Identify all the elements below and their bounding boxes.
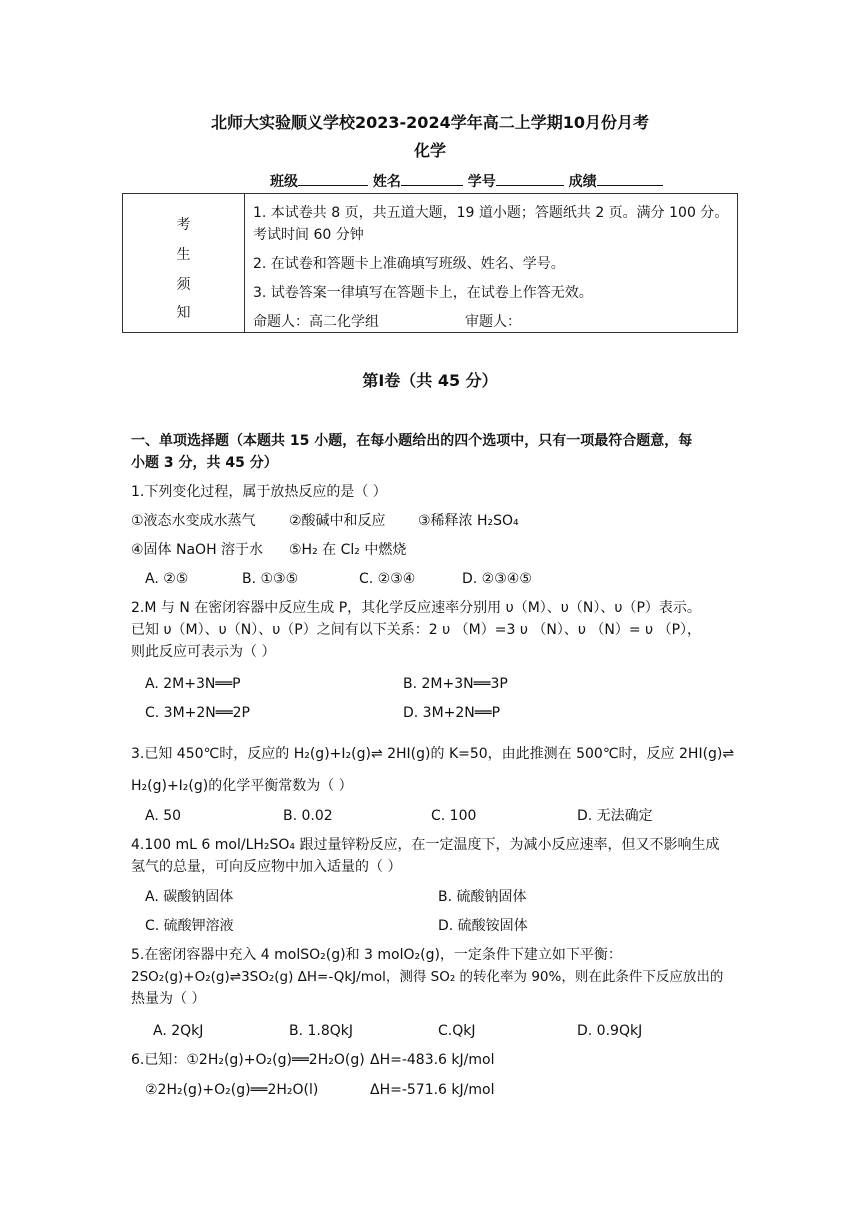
- notice-line: 3. 试卷答案一律填写在答题卡上，在试卷上作答无效。: [253, 285, 593, 301]
- q1-item: ④固体 NaOH 溶于水: [131, 542, 264, 558]
- question-4-stem-cont: 氢气的总量，可向反应物中加入适量的（ ）: [131, 859, 402, 875]
- q3-option-d: D. 无法确定: [577, 808, 653, 824]
- q2-option-a: A. 2M+3N══P: [145, 676, 241, 692]
- question-2-stem-cont: 已知 υ（M）、υ（N）、υ（P）之间有以下关系：2 υ （M）=3 υ （N）、υ （N）= υ （P），: [131, 622, 702, 638]
- field-class-label: 班级: [270, 174, 298, 190]
- q3-option-a: A. 50: [145, 808, 182, 824]
- q4-option-d: D. 硫酸铵固体: [438, 918, 528, 934]
- notice-label-char: 考: [176, 217, 191, 233]
- section-heading: 一、单项选择题（本题共 15 小题，在每小题给出的四个选项中，只有一项最符合题意，每: [131, 433, 693, 449]
- q2-option-c: C. 3M+2N══2P: [145, 705, 250, 721]
- question-4-stem: 4.100 mL 6 mol/LH₂SO₄ 跟过量锌粉反应，在一定温度下，为减小反应速率，但又不影响生成: [131, 837, 720, 853]
- q4-option-c: C. 硫酸钾溶液: [145, 918, 234, 934]
- notice-label-char: 须: [176, 277, 191, 293]
- field-name-label: 姓名: [372, 174, 401, 190]
- q3-option-b: B. 0.02: [283, 808, 333, 824]
- question-2-stem: 2.M 与 N 在密闭容器中反应生成 P，其化学反应速率分别用 υ（M）、υ（N）、υ（P）表示。: [131, 600, 701, 616]
- q5-option-d: D. 0.9QkJ: [577, 1023, 643, 1039]
- q1-item: ③稀释浓 H₂SO₄: [418, 513, 519, 529]
- notice-label-char: 生: [176, 247, 191, 263]
- field-name-blank[interactable]: [401, 171, 463, 186]
- q1-item: ①液态水变成水蒸气: [131, 513, 256, 529]
- q4-option-a: A. 碳酸钠固体: [145, 889, 234, 905]
- exam-title: 北师大实验顺义学校2023-2024学年高二上学期10月份月考: [211, 113, 649, 132]
- question-3-stem: 3.已知 450℃时，反应的 H₂(g)+I₂(g)⇌ 2HI(g)的 K=50，由此推测在 500℃时，反应 2HI(g)⇌: [131, 746, 735, 762]
- notice-line: 1. 本试卷共 8 页，共五道大题，19 道小题；答题纸共 2 页。满分 100 分。: [253, 205, 729, 221]
- field-class-blank[interactable]: [298, 171, 368, 186]
- q5-option-b: B. 1.8QkJ: [289, 1023, 354, 1039]
- question-6-stem: 6.已知：①2H₂(g)+O₂(g)══2H₂O(g): [131, 1052, 365, 1068]
- notice-table: [122, 193, 738, 333]
- q1-option-b: B. ①③⑤: [242, 571, 299, 587]
- question-1-stem: 1.下列变化过程，属于放热反应的是（ ）: [131, 484, 387, 500]
- student-info-fields: [270, 171, 663, 192]
- question-5-stem-cont: 热量为（ ）: [131, 991, 206, 1007]
- q5-option-a: A. 2QkJ: [153, 1023, 204, 1039]
- question-3-stem-cont: H₂(g)+I₂(g)的化学平衡常数为（ ）: [131, 778, 353, 794]
- field-score-label: 成绩: [568, 174, 597, 190]
- notice-reviewer: 审题人：: [465, 314, 521, 330]
- q1-item: ②酸碱中和反应: [289, 513, 386, 529]
- notice-line: 考试时间 60 分钟: [253, 227, 364, 243]
- q1-item: ⑤H₂ 在 Cl₂ 中燃烧: [289, 542, 407, 558]
- field-score-blank[interactable]: [597, 171, 663, 186]
- question-2-stem-cont: 则此反应可表示为（ ）: [131, 644, 276, 660]
- question-6-dh-1: ΔH=-483.6 kJ/mol: [370, 1052, 495, 1068]
- notice-label-char: 知: [176, 305, 191, 321]
- q5-option-c: C.QkJ: [438, 1023, 476, 1039]
- subject-title: 化学: [413, 141, 446, 160]
- q1-option-c: C. ②③④: [359, 571, 416, 587]
- section-heading-cont: 小题 3 分，共 45 分）: [131, 455, 278, 471]
- q1-option-a: A. ②⑤: [145, 571, 189, 587]
- notice-content-cell: [245, 194, 737, 332]
- question-5-stem: 5.在密闭容器中充入 4 molSO₂(g)和 3 molO₂(g)，一定条件下建立如下平衡：: [131, 947, 622, 963]
- question-6-dh-2: ΔH=-571.6 kJ/mol: [370, 1082, 495, 1098]
- q3-option-c: C. 100: [431, 808, 477, 824]
- q4-option-b: B. 硫酸钠固体: [438, 889, 527, 905]
- notice-label-cell: [123, 194, 245, 332]
- q2-option-d: D. 3M+2N══P: [403, 705, 501, 721]
- notice-author: 命题人：高二化学组: [253, 314, 379, 330]
- q1-option-d: D. ②③④⑤: [462, 571, 532, 587]
- part-title: 第Ⅰ卷（共 45 分）: [362, 371, 498, 390]
- field-number-label: 学号: [467, 174, 496, 190]
- question-5-stem-cont: 2SO₂(g)+O₂(g)⇌3SO₂(g) ΔH=-QkJ/mol，测得 SO₂ 的转化率为 90%，则在此条件下反应放出的: [131, 969, 724, 985]
- notice-line: 2. 在试卷和答题卡上准确填写班级、姓名、学号。: [253, 256, 565, 272]
- question-6-eq-2: ②2H₂(g)+O₂(g)══2H₂O(l): [145, 1082, 319, 1098]
- q2-option-b: B. 2M+3N══3P: [403, 676, 508, 692]
- field-number-blank[interactable]: [496, 171, 564, 186]
